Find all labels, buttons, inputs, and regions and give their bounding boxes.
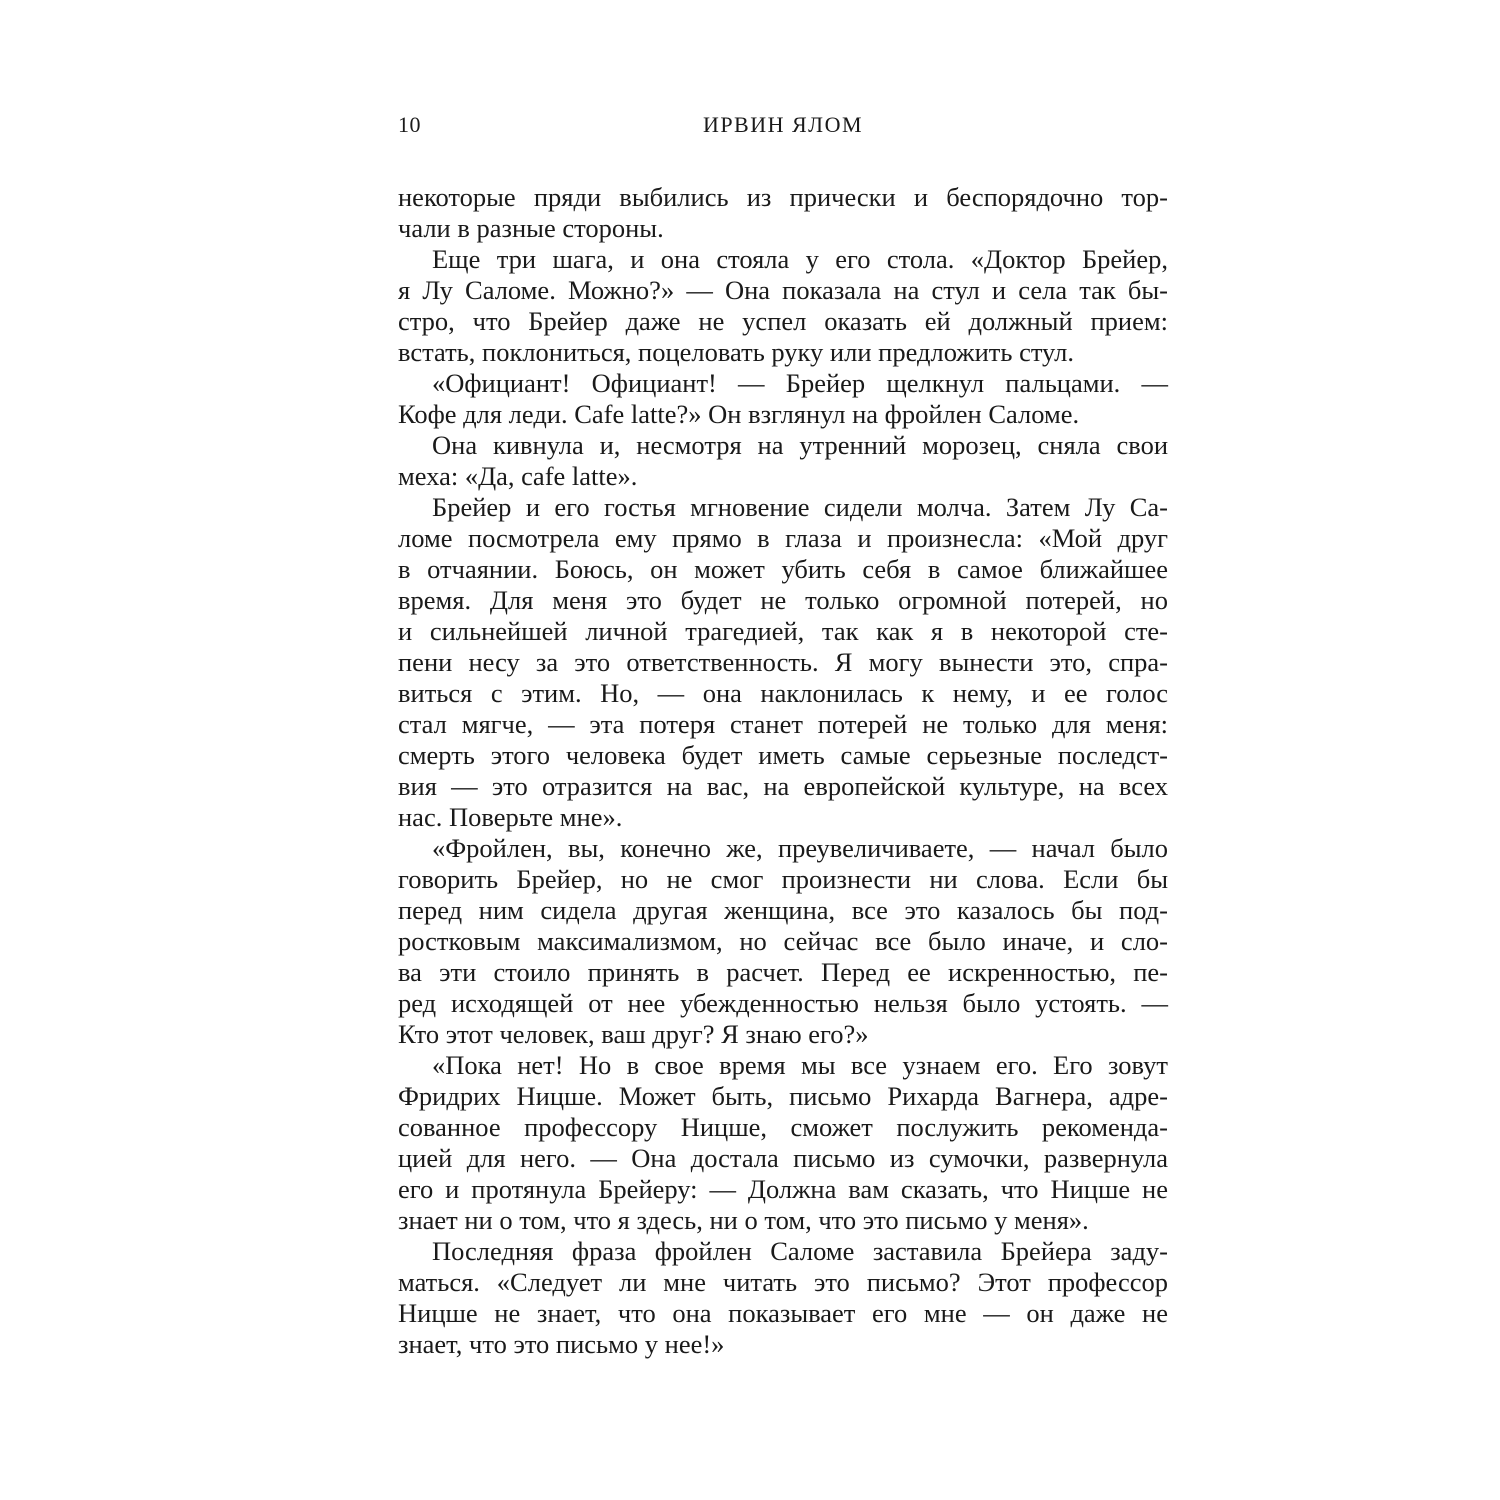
text-line: сованное профессору Ницше, сможет послужить рекоменда- xyxy=(398,1112,1168,1142)
text-line: время. Для меня это будет не только огромной потерей, но xyxy=(398,585,1168,615)
text-line: в отчаянии. Боюсь, он может убить себя в самое ближайшее xyxy=(398,554,1168,584)
text-line: Фридрих Ницше. Может быть, письмо Рихарда Вагнера, адре- xyxy=(398,1081,1168,1111)
paragraph xyxy=(398,244,1168,368)
paragraph xyxy=(398,1236,1168,1360)
text-line: встать, поклониться, поцеловать руку или предложить стул. xyxy=(398,337,1074,367)
text-line: Кофе для леди. Cafe latte?» Он взглянул на фройлен Саломе. xyxy=(398,399,1080,429)
paragraph xyxy=(398,492,1168,833)
text-line: «Фройлен, вы, конечно же, преувеличиваете, — начал было xyxy=(432,833,1168,863)
paragraph xyxy=(398,833,1168,1050)
paragraph xyxy=(398,430,1168,492)
text-line: некоторые пряди выбились из прически и беспорядочно тор- xyxy=(398,182,1168,212)
body-text xyxy=(398,182,1168,1360)
text-line: Она кивнула и, несмотря на утренний морозец, сняла свои xyxy=(432,430,1168,460)
text-line: ломе посмотрела ему прямо в глаза и произнесла: «Мой друг xyxy=(398,523,1168,553)
text-line: его и протянула Брейеру: — Должна вам сказать, что Ницше не xyxy=(398,1174,1168,1204)
text-line: перед ним сидела другая женщина, все это казалось бы под- xyxy=(398,895,1168,925)
text-line: знает ни о том, что я здесь, ни о том, что это письмо у меня». xyxy=(398,1205,1089,1235)
text-line: я Лу Саломе. Можно?» — Она показала на стул и села так бы- xyxy=(398,275,1168,305)
text-line: виться с этим. Но, — она наклонилась к нему, и ее голос xyxy=(398,678,1168,708)
paragraph xyxy=(398,1050,1168,1236)
text-line: стро, что Брейер даже не успел оказать ей должный прием: xyxy=(398,306,1168,336)
text-line: ред исходящей от нее убежденностью нельзя было устоять. — xyxy=(398,988,1168,1018)
text-line: Ницше не знает, что она показывает его мне — он даже не xyxy=(398,1298,1168,1328)
paragraph xyxy=(398,368,1168,430)
text-line: «Официант! Официант! — Брейер щелкнул пальцами. — xyxy=(432,368,1168,398)
text-line: стал мягче, — эта потеря станет потерей не только для меня: xyxy=(398,709,1168,739)
text-line: говорить Брейер, но не смог произнести ни слова. Если бы xyxy=(398,864,1168,894)
text-line: меха: «Да, cafe latte». xyxy=(398,461,638,491)
text-line: пени несу за это ответственность. Я могу вынести это, спра- xyxy=(398,647,1168,677)
text-line: «Пока нет! Но в свое время мы все узнаем его. Его зовут xyxy=(432,1050,1168,1080)
text-line: ва эти стоило принять в расчет. Перед ее искренностью, пе- xyxy=(398,957,1168,987)
text-line: вия — это отразится на вас, на европейской культуре, на всех xyxy=(398,771,1168,801)
paragraph xyxy=(398,182,1168,244)
text-line: маться. «Следует ли мне читать это письмо? Этот профессор xyxy=(398,1267,1168,1297)
text-line: смерть этого человека будет иметь самые серьезные последст- xyxy=(398,740,1168,770)
text-line: ростковым максимализмом, но сейчас все было иначе, и сло- xyxy=(398,926,1168,956)
text-line: чали в разные стороны. xyxy=(398,213,664,243)
text-line: Последняя фраза фройлен Саломе заставила Брейера заду- xyxy=(432,1236,1168,1266)
book-page xyxy=(398,112,1168,1360)
page-number: 10 xyxy=(398,112,421,137)
text-line: Кто этот человек, ваш друг? Я знаю его?» xyxy=(398,1019,869,1049)
text-line: нас. Поверьте мне». xyxy=(398,802,623,832)
running-title: ИРВИН ЯЛОМ xyxy=(702,112,864,137)
running-head xyxy=(398,112,1168,148)
text-line: Брейер и его гостья мгновение сидели молча. Затем Лу Са- xyxy=(432,492,1168,522)
text-line: и сильнейшей личной трагедией, так как я в некоторой сте- xyxy=(398,616,1168,646)
text-line: знает, что это письмо у нее!» xyxy=(398,1329,725,1359)
text-line: цией для него. — Она достала письмо из сумочки, развернула xyxy=(398,1143,1168,1173)
text-line: Еще три шага, и она стояла у его стола. «Доктор Брейер, xyxy=(432,244,1168,274)
